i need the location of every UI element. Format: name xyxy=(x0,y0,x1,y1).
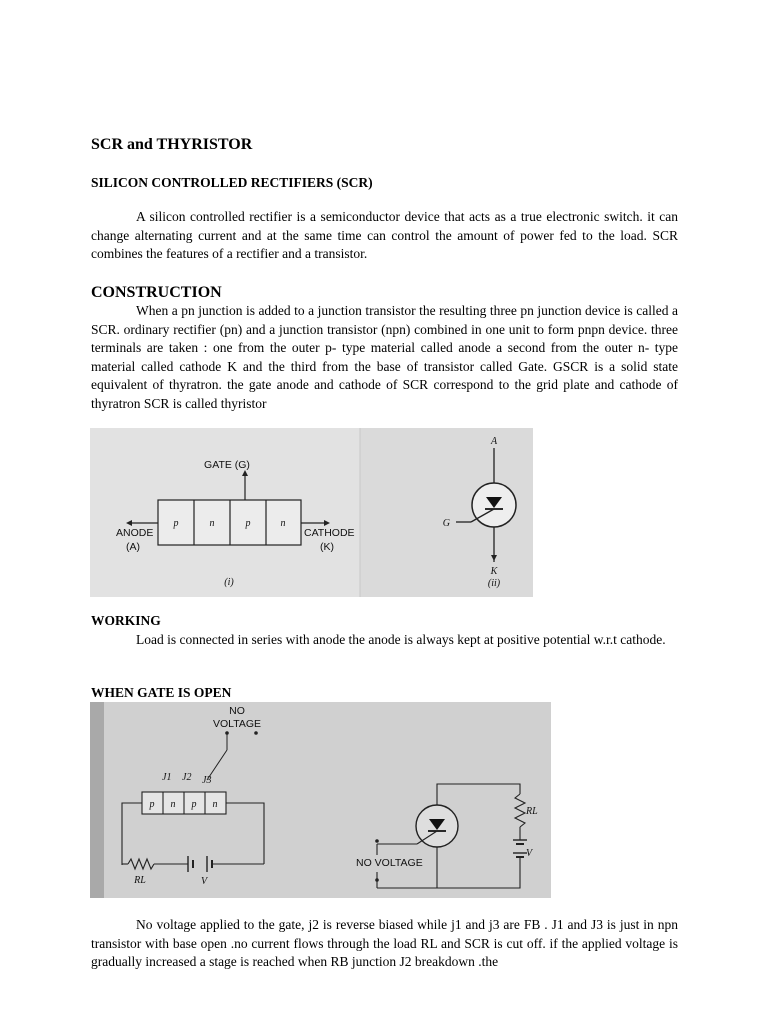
gate-open-circuit-figure xyxy=(90,702,551,898)
anode-symbol: (A) xyxy=(126,541,140,553)
right-rl-label: RL xyxy=(526,806,538,817)
intro-paragraph: A silicon controlled rectifier is a semiconductor device that acts as a true electronic switch. it can change alternating current and at the same time can control the amount of power fed to the load. SCR combines the features of a rectifier and a transistor. xyxy=(91,209,678,262)
construction-paragraph: When a pn junction is added to a junction transistor the resulting three pn junction device is called a SCR. ordinary rectifier (pn) and a junction transistor (npn) combined in one unit to form pnpn device. three terminals are taken : one from the outer p- type material called anode a second from the outer n- type material called cathode K and the third from the base of transistor called Gate. GSCR is a solid state equivalent of thyratron. the gate anode and cathode of SCR correspond to the grid plate and cathode of thyratron SCR is called thyristor xyxy=(91,303,678,411)
caption-i: (i) xyxy=(224,577,234,588)
right-v-label: V xyxy=(526,848,533,859)
left-rl-label: RL xyxy=(134,875,146,886)
layer-p1: p xyxy=(173,518,179,529)
gate-label: GATE (G) xyxy=(204,459,250,471)
no-voltage-top-line2: VOLTAGE xyxy=(212,718,262,730)
no-voltage-top-line1: NO xyxy=(229,705,245,717)
doc-title: SCR and THYRISTOR xyxy=(91,136,253,153)
junction-j2-label: J2 xyxy=(182,772,192,783)
cathode-label: CATHODE xyxy=(304,527,355,539)
gate-open-paragraph: No voltage applied to the gate, j2 is reverse biased while j1 and j3 are FB . J1 and J3 is just in npn transistor with base open .no current flows through the load RL and SCR is cut off. if the applied voltage is gradually increased a stage is reached when RB junction J2 breakdown .the xyxy=(91,917,678,970)
fig2-layer-p2: p xyxy=(191,799,197,810)
working-paragraph: Load is connected in series with anode the anode is always kept at positive potential w.r.t cathode. xyxy=(136,632,666,647)
no-voltage-bottom-label: NO VOLTAGE xyxy=(356,857,423,869)
section-heading-working: WORKING xyxy=(91,613,161,628)
pnpn-block xyxy=(158,500,301,545)
junction-j1-label: J1 xyxy=(162,772,172,783)
caption-ii: (ii) xyxy=(487,578,501,589)
fig2-layer-n1: n xyxy=(170,799,176,810)
cathode-symbol: (K) xyxy=(320,541,334,553)
symbol-anode-label: A xyxy=(490,436,498,447)
symbol-gate-label: G xyxy=(442,518,450,529)
section-heading-construction: CONSTRUCTION xyxy=(91,284,222,301)
scr-structure-diagram xyxy=(90,428,533,597)
symbol-cathode-label: K xyxy=(490,566,498,577)
fig2-layer-n2: n xyxy=(212,799,218,810)
section-heading-scr: SILICON CONTROLLED RECTIFIERS (SCR) xyxy=(91,175,373,190)
left-v-label: V xyxy=(200,876,208,887)
section-heading-gate-open: WHEN GATE IS OPEN xyxy=(91,685,232,700)
layer-n1: n xyxy=(209,518,215,529)
scr-structure-figure xyxy=(90,428,533,597)
anode-label: ANODE xyxy=(116,527,154,539)
layer-p2: p xyxy=(245,518,251,529)
junction-j3-label: J3 xyxy=(202,775,212,786)
layer-n2: n xyxy=(280,518,286,529)
fig2-layer-p1: p xyxy=(149,799,155,810)
gate-open-circuit-diagram xyxy=(90,702,551,898)
